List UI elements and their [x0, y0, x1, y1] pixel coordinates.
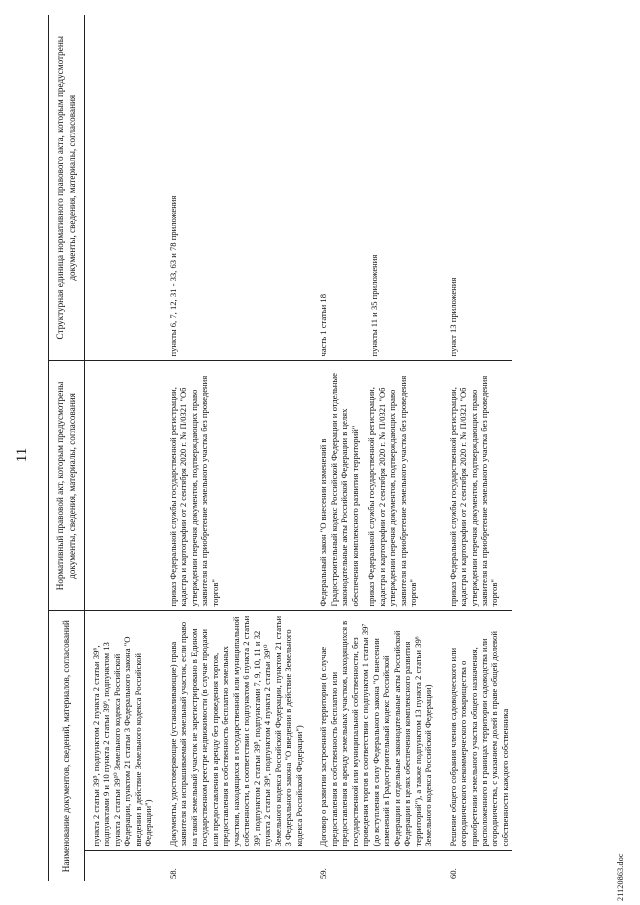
table-row	[85, 15, 156, 881]
structural-unit-text: пункт 13 приложения	[447, 277, 458, 357]
legal-act-cell	[306, 361, 435, 611]
page-number: 11	[14, 447, 30, 463]
legal-act-cell	[85, 361, 156, 611]
legal-act-cell	[436, 361, 513, 611]
legal-act-cell	[156, 361, 306, 611]
legal-act-text: Федеральный закон "О внесении изменений в Градостроительный кодекс Российской Федерации и отдельные законодательные акты Российской Федерации в целях обеспечения комплексного развития территорий"	[318, 373, 360, 607]
document-name-cell: Решение общего собрания членов садоводческого или огороднического некоммерческого товарищества о приобретении земельного участка общего назначения, расположенного в границах территории садоводства или огородничества, с указанием долей в праве общей долевой собственности каждого собственника	[436, 611, 513, 851]
structural-unit-text: пункты 11 и 35 приложения	[368, 254, 379, 357]
legal-act-text: приказ Федеральной службы государственной регистрации, кадастра и картографии от 2 сентября 2020 г. № П/0321 "Об утверждении перечня документов, подтверждающих право заявителя на приобретение земельного участка без проведения торгов"	[167, 375, 220, 607]
table-row	[156, 15, 306, 881]
footer-doc-code: 21120863.doc	[616, 853, 625, 901]
structural-unit-text: пункты 6, 7, 12, 31 - 33, 63 и 78 приложения	[167, 195, 178, 357]
structural-unit-cell	[306, 15, 435, 361]
structural-unit-text: часть 1 статьи 18	[318, 293, 329, 357]
table-header-row	[49, 15, 85, 881]
legal-act-text: приказ Федеральной службы государственной регистрации, кадастра и картографии от 2 сентября 2020 г. № П/0321 "Об утверждении перечня документов, подтверждающих право заявителя на приобретение земельного участка без проведения торгов"	[366, 375, 419, 607]
structural-unit-cell	[85, 15, 156, 361]
table-row	[436, 15, 513, 881]
documents-table	[48, 15, 512, 881]
legal-act-text: приказ Федеральной службы государственной регистрации, кадастра и картографии от 2 сентября 2020 г. № П/0321 "Об утверждении перечня документов, подтверждающих право заявителя на приобретение земельного участка без проведения торгов"	[447, 375, 500, 607]
header-unit: Структурная единица нормативного правового акта, которым предусмотрены документы, сведения, материалы, согласования	[49, 15, 85, 361]
document-name-cell: Договор о развитии застроенной территории (в случае предоставления в собственность бесплатно или предоставления в аренду земельных участков, находящихся в государственной или муниципальной собственности, без проведения торгов в соответствии с подпунктом 1 статьи 39⁷ (до вступления в силу Федерального закона "О внесении изменений в Градостроительный кодекс Российской Федерации и отдельные законодательные акты Российской Федерации в целях обеспечения комплексного развития территорий"), а также подпунктом 13 пункта 2 статьи 39⁶ Земельного кодекса Российской Федерации)	[306, 611, 435, 851]
structural-unit-cell	[156, 15, 306, 361]
row-number: 59.	[318, 868, 329, 879]
row-number: 60.	[447, 868, 458, 879]
document-name-cell: пункта 2 статьи 39⁵, подпунктом 2 пункта 2 статьи 39⁶, подпунктами 9 и 10 пункта 2 статьи 39⁶, подпунктом 13 пункта 2 статьи 39¹⁰ Земельного кодекса Российской Федерации, пунктом 21 статьи 3 Федерального закона "О введении в действие Земельного кодекса Российской Федерации")	[85, 611, 156, 851]
header-act: Нормативный правовой акт, которым предусмотрены документы, сведения, материалы, согласования	[49, 361, 85, 611]
table-row	[306, 15, 435, 881]
header-name: Наименование документов, сведений, материалов, согласований	[49, 611, 85, 881]
document-name-cell: Документы, удостоверяющие (устанавливающие) права заявителя на испрашиваемый земельный участок, если право на такой земельный участок не зарегистрировано в Едином государственном реестре недвижимости (в случае продажи или предоставления в аренду без проведения торгов, предоставления в собственность бесплатно земельных участков, находящихся в государственной или муниципальной собственности, в соответствии с подпунктом 6 пункта 2 статьи 39³, подпунктом 2 статьи 39⁵, подпунктами 7, 9, 10, 11 и 32 пункта 2 статьи 39⁶, подпунктом 4 пункта 2 статьи 39¹⁰ Земельного кодекса Российской Федерации, пунктом 21 статьи 3 Федерального закона "О введении в действие Земельного кодекса Российской Федерации")	[156, 611, 306, 851]
row-number	[85, 851, 156, 881]
row-number: 58.	[167, 868, 178, 879]
structural-unit-cell	[436, 15, 513, 361]
